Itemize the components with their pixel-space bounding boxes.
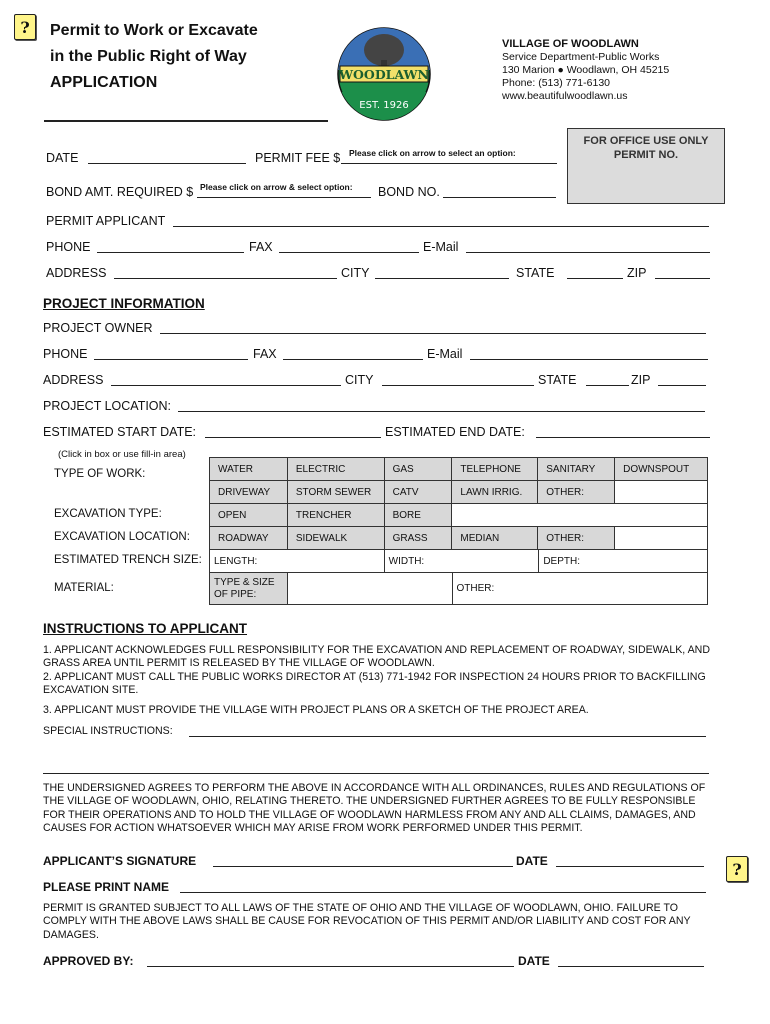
option-bore[interactable]: BORE [384,504,452,527]
trench-depth-field[interactable]: DEPTH: [539,550,708,573]
approved-label: APPROVED BY: [43,954,134,968]
option-open[interactable]: OPEN [210,504,288,527]
pipe-type-line-1: TYPE & SIZE [214,576,275,588]
special-instructions-label: SPECIAL INSTRUCTIONS: [43,725,173,737]
trench-table [209,549,708,573]
option-roadway[interactable]: ROADWAY [210,527,288,550]
option-median[interactable]: MEDIAN [452,527,538,550]
table-row [210,550,708,573]
loc-other-field[interactable] [615,527,708,550]
bond-hint: Please click on arrow & select option: [200,182,353,192]
org-name: VILLAGE OF WOODLAWN [502,38,639,50]
help-icon[interactable]: ? [14,14,36,40]
logo-text: WOODLAWN [339,67,429,82]
pipe-type-line-2: OF PIPE: [214,588,257,600]
signature-date-field[interactable] [556,866,704,867]
material-other-field[interactable]: OTHER: [452,573,708,605]
owner-fax-field[interactable] [283,359,423,360]
option-sidewalk[interactable]: SIDEWALK [287,527,384,550]
approved-date-label: DATE [518,954,550,968]
applicant-email-label: E-Mail [423,240,459,254]
end-date-field[interactable] [536,437,710,438]
applicant-city-field[interactable] [375,278,509,279]
work-other-field[interactable] [615,481,708,504]
option-grass[interactable]: GRASS [384,527,452,550]
option-telephone[interactable]: TELEPHONE [452,458,538,481]
print-name-label: PLEASE PRINT NAME [43,880,170,894]
bond-no-field[interactable] [443,197,556,198]
table-row [210,481,708,504]
permit-fee-dropdown[interactable] [341,163,557,164]
option-lawn-irrig[interactable]: LAWN IRRIG. [452,481,538,504]
table-row [210,458,708,481]
trench-length-field[interactable]: LENGTH: [210,550,385,573]
type-of-work-label: TYPE OF WORK: [54,468,146,480]
applicant-zip-label: ZIP [627,266,647,280]
start-date-label: ESTIMATED START DATE: [43,425,197,439]
option-water[interactable]: WATER [210,458,288,481]
bond-no-label: BOND NO. [378,185,440,199]
owner-phone-field[interactable] [94,359,248,360]
org-web: www.beautifulwoodlawn.us [502,90,628,102]
option-electric[interactable]: ELECTRIC [287,458,384,481]
owner-email-label: E-Mail [427,347,463,361]
owner-state-field[interactable] [586,385,629,386]
signature-date-label: DATE [516,854,548,868]
special-instructions-field[interactable] [189,736,706,737]
owner-fax-label: FAX [253,347,277,361]
applicant-state-field[interactable] [567,278,623,279]
owner-label: PROJECT OWNER [43,321,153,335]
owner-field[interactable] [160,333,706,334]
permit-fee-label: PERMIT FEE $ [255,151,341,165]
location-label: PROJECT LOCATION: [43,399,172,413]
work-options-table [209,457,708,550]
table-row [210,504,708,527]
pipe-type-label [210,573,288,605]
office-line-1: FOR OFFICE USE ONLY [583,135,709,147]
org-info [502,38,669,103]
trench-size-label: ESTIMATED TRENCH SIZE: [54,554,202,566]
granted-text: PERMIT IS GRANTED SUBJECT TO ALL LAWS OF THE STATE OF OHIO AND THE VILLAGE OF WOODLAWN, OHIO. FAILURE TO COMPLY WITH THE ABOVE LAWS SHALL BE CAUSE FOR REVOCATION OF THIS PERMIT AND/OR LIABILITY AND COST FOR ANY DAMAGES. [43,902,691,941]
owner-address-label: ADDRESS [43,373,104,387]
trench-width-field[interactable]: WIDTH: [384,550,539,573]
title-line-3: APPLICATION [50,74,158,91]
option-downspout[interactable]: DOWNSPOUT [615,458,708,481]
bond-amount-dropdown[interactable] [197,197,371,198]
signature-field[interactable] [213,866,513,867]
instructions-heading: INSTRUCTIONS TO APPLICANT [43,621,248,636]
logo-est: EST. 1926 [359,100,409,111]
agreement-text: THE UNDERSIGNED AGREES TO PERFORM THE ABOVE IN ACCORDANCE WITH ALL ORDINANCES, RULES AND REGULATIONS OF THE VILLAGE OF WOODLAWN, OHIO, RELATING THERETO. THE UNDERSIGNED FURTHER AGREES TO BE FULLY RESPONSIBLE FOR THEIR OPERATIONS AND TO HOLD THE VILLAGE OF WOODLAWN HARMLESS FROM ANY AND ALL CLAIMS, DAMAGES, AND CAUSES FOR ACTION WHATSOEVER WHICH MAY ARISE FROM WORK PERFORMED UNDER THIS PERMIT. [43,782,706,834]
excavation-type-label: EXCAVATION TYPE: [54,508,162,520]
applicant-fax-field[interactable] [279,252,419,253]
table-row [210,573,708,605]
bond-label: BOND AMT. REQUIRED $ [46,185,194,199]
owner-phone-label: PHONE [43,347,88,361]
approved-date-field[interactable] [558,966,704,967]
date-label: DATE [46,151,79,165]
table-row [210,527,708,550]
applicant-field[interactable] [173,226,709,227]
applicant-fax-label: FAX [249,240,273,254]
click-hint: (Click in box or use fill-in area) [58,449,186,460]
material-table [209,572,708,605]
option-gas[interactable]: GAS [384,458,452,481]
applicant-city-label: CITY [341,266,370,280]
help-icon[interactable]: ? [726,856,748,882]
applicant-address-label: ADDRESS [46,266,107,280]
print-name-field[interactable] [180,892,706,893]
approved-field[interactable] [147,966,514,967]
project-heading: PROJECT INFORMATION [43,296,205,311]
excavation-location-label: EXCAVATION LOCATION: [54,531,190,543]
option-storm-sewer[interactable]: STORM SEWER [287,481,384,504]
location-field[interactable] [178,411,705,412]
applicant-address-field[interactable] [114,278,337,279]
applicant-phone-label: PHONE [46,240,91,254]
owner-email-field[interactable] [470,359,708,360]
option-loc-other[interactable]: OTHER: [538,527,615,550]
permit-fee-hint: Please click on arrow to select an option: [349,148,516,158]
applicant-email-field[interactable] [466,252,710,253]
pipe-type-field[interactable] [287,573,452,605]
owner-zip-label: ZIP [631,373,651,387]
title-line-1: Permit to Work or Excavate [50,22,258,39]
option-sanitary[interactable]: SANITARY [538,458,615,481]
instruction-2: 2. APPLICANT MUST CALL THE PUBLIC WORKS DIRECTOR AT (513) 771-1942 FOR INSPECTION 24 HOURS PRIOR TO BACKFILLING EXCAVATION SITE. [43,671,706,697]
owner-city-label: CITY [345,373,374,387]
applicant-zip-field[interactable] [655,278,710,279]
office-use-box [567,128,725,204]
instruction-3: 3. APPLICANT MUST PROVIDE THE VILLAGE WITH PROJECT PLANS OR A SKETCH OF THE PROJECT AREA. [43,704,589,716]
date-field[interactable] [88,163,246,164]
signature-label: APPLICANT’S SIGNATURE [43,854,197,868]
owner-city-field[interactable] [382,385,534,386]
woodlawn-logo [336,26,432,122]
material-label: MATERIAL: [54,582,114,594]
org-dept: Service Department-Public Works [502,51,660,63]
owner-zip-field[interactable] [658,385,706,386]
option-trencher[interactable]: TRENCHER [287,504,384,527]
form-title [50,18,258,96]
applicant-label: PERMIT APPLICANT [46,214,166,228]
title-underline [44,120,328,122]
title-line-2: in the Public Right of Way [50,48,247,65]
org-address: 130 Marion ● Woodlawn, OH 45215 [502,64,670,76]
special-instructions-field-2[interactable] [43,773,709,774]
option-driveway[interactable]: DRIVEWAY [210,481,288,504]
option-catv[interactable]: CATV [384,481,452,504]
office-line-2: PERMIT NO. [613,149,679,161]
start-date-field[interactable] [205,437,381,438]
org-phone: Phone: (513) 771-6130 [502,77,610,89]
owner-address-field[interactable] [111,385,341,386]
applicant-state-label: STATE [516,266,555,280]
exc-type-blank [452,504,708,527]
option-work-other[interactable]: OTHER: [538,481,615,504]
owner-state-label: STATE [538,373,577,387]
end-date-label: ESTIMATED END DATE: [385,425,525,439]
applicant-phone-field[interactable] [97,252,244,253]
instruction-1: 1. APPLICANT ACKNOWLEDGES FULL RESPONSIBILITY FOR THE EXCAVATION AND REPLACEMENT OF ROADWAY, SIDEWALK, AND GRASS AREA UNTIL PERMIT IS RELEASED BY THE VILLAGE OF WOODLAWN. [43,644,710,670]
